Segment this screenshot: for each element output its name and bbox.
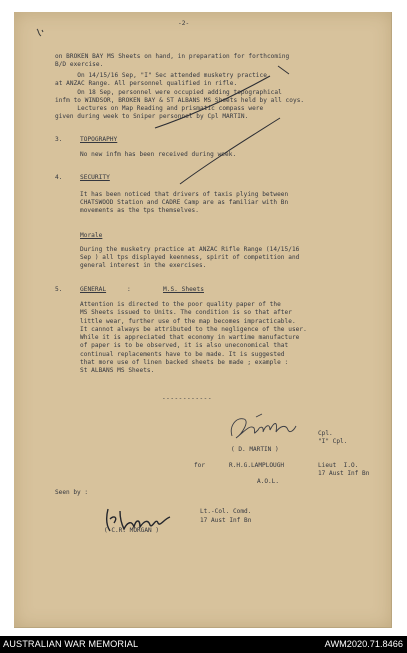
section-3-number: 3. — [55, 136, 63, 143]
martin-rank-line-1: Cpl. — [318, 430, 333, 437]
lamplough-unit: A.O.L. — [257, 478, 280, 485]
section-5-number: 5. — [55, 286, 63, 293]
intro-line-1: on BROKEN BAY MS Sheets on hand, in preparation for forthcoming — [55, 53, 290, 60]
section-5-line-6: of paper is to be observed, it is also uneconomical that — [80, 342, 289, 349]
para-line-4: infm to WINDSOR, BROKEN BAY & ST ALBANS MS Sheets held by all coys. — [55, 97, 305, 104]
lamplough-rank-line-2: 17 Aust Inf Bn — [318, 470, 370, 477]
footer-credit: AUSTRALIAN WAR MEMORIAL — [3, 639, 139, 649]
section-3-line-1: No new infm has been received during week. — [80, 151, 237, 158]
section-4-number: 4. — [55, 174, 63, 181]
section-4-line-3: movements as the tps themselves. — [80, 207, 199, 214]
section-5-line-1: Attention is directed to the poor quality paper of the — [80, 301, 281, 308]
section-5-separator: : — [127, 286, 131, 293]
co-rank-line-2: 17 Aust Inf Bn — [200, 517, 252, 524]
section-3-heading: TOPOGRAPHY — [80, 136, 118, 143]
section-5-heading-general: GENERAL — [80, 286, 107, 293]
morale-heading: Morale — [80, 232, 103, 239]
co-name: ( C.R. MORGAN ) — [104, 527, 160, 534]
para-line-5: Lectures on Map Reading and prismatic compass were — [55, 105, 264, 112]
page-number: -2- — [178, 20, 190, 27]
martin-name: ( D. MARTIN ) — [231, 446, 279, 453]
lamplough-rank-line-1: Lieut I.O. — [318, 462, 359, 469]
section-5-line-4: It cannot always be attributed to the negligence of the user. — [80, 326, 307, 333]
martin-rank-line-2: "I" Cpl. — [318, 438, 348, 445]
para-line-2: at ANZAC Range. All personnel qualified in rifle. — [55, 80, 238, 87]
section-5-line-9: St ALBANS MS Sheets. — [80, 367, 155, 374]
section-5-line-3: little wear, further use of the map becomes impracticable. — [80, 318, 296, 325]
morale-line-1: During the musketry practice at ANZAC Rifle Range (14/15/16 — [80, 246, 300, 253]
footer-accession-number: AWM2020.71.8466 — [324, 639, 403, 649]
footer-bar — [0, 636, 407, 653]
section-divider: ------------ — [162, 395, 213, 402]
para-line-3: On 18 Sep, personnel were occupied adding topographical — [55, 89, 282, 96]
section-5-line-7: continual replacements have to be made. It is suggested — [80, 351, 285, 358]
for-label: for — [194, 462, 206, 469]
section-4-heading: SECURITY — [80, 174, 110, 181]
section-5-line-2: MS Sheets issued to Units. The condition is so that after — [80, 309, 292, 316]
morale-line-2: Sep ) all tps displayed keenness, spirit of competition and — [80, 254, 300, 261]
seen-by-label: Seen by : — [55, 489, 89, 496]
lamplough-name: R.H.G.LAMPLOUGH — [229, 462, 285, 469]
section-5-line-5: While it is appreciated that economy in wartime manufacture — [80, 334, 300, 341]
morale-line-3: general interest in the exercises. — [80, 262, 207, 269]
section-4-line-2: CHATSWOOD Station and CADRE Camp are as familiar with Bn — [80, 199, 289, 206]
section-4-line-1: It has been noticed that drivers of taxis plying between — [80, 191, 289, 198]
section-5-line-8: that more use of linen backed sheets be made ; example : — [80, 359, 289, 366]
section-5-heading-ms-sheets: M.S. Sheets — [163, 286, 204, 293]
co-rank-line-1: Lt.-Col. Comd. — [200, 508, 252, 515]
para-line-6: given during week to Sniper personnel by Cpl MARTIN. — [55, 113, 249, 120]
para-line-1: On 14/15/16 Sep, "I" Sec attended musketry practice — [55, 72, 267, 79]
intro-line-2: B/D exercise. — [55, 61, 104, 68]
